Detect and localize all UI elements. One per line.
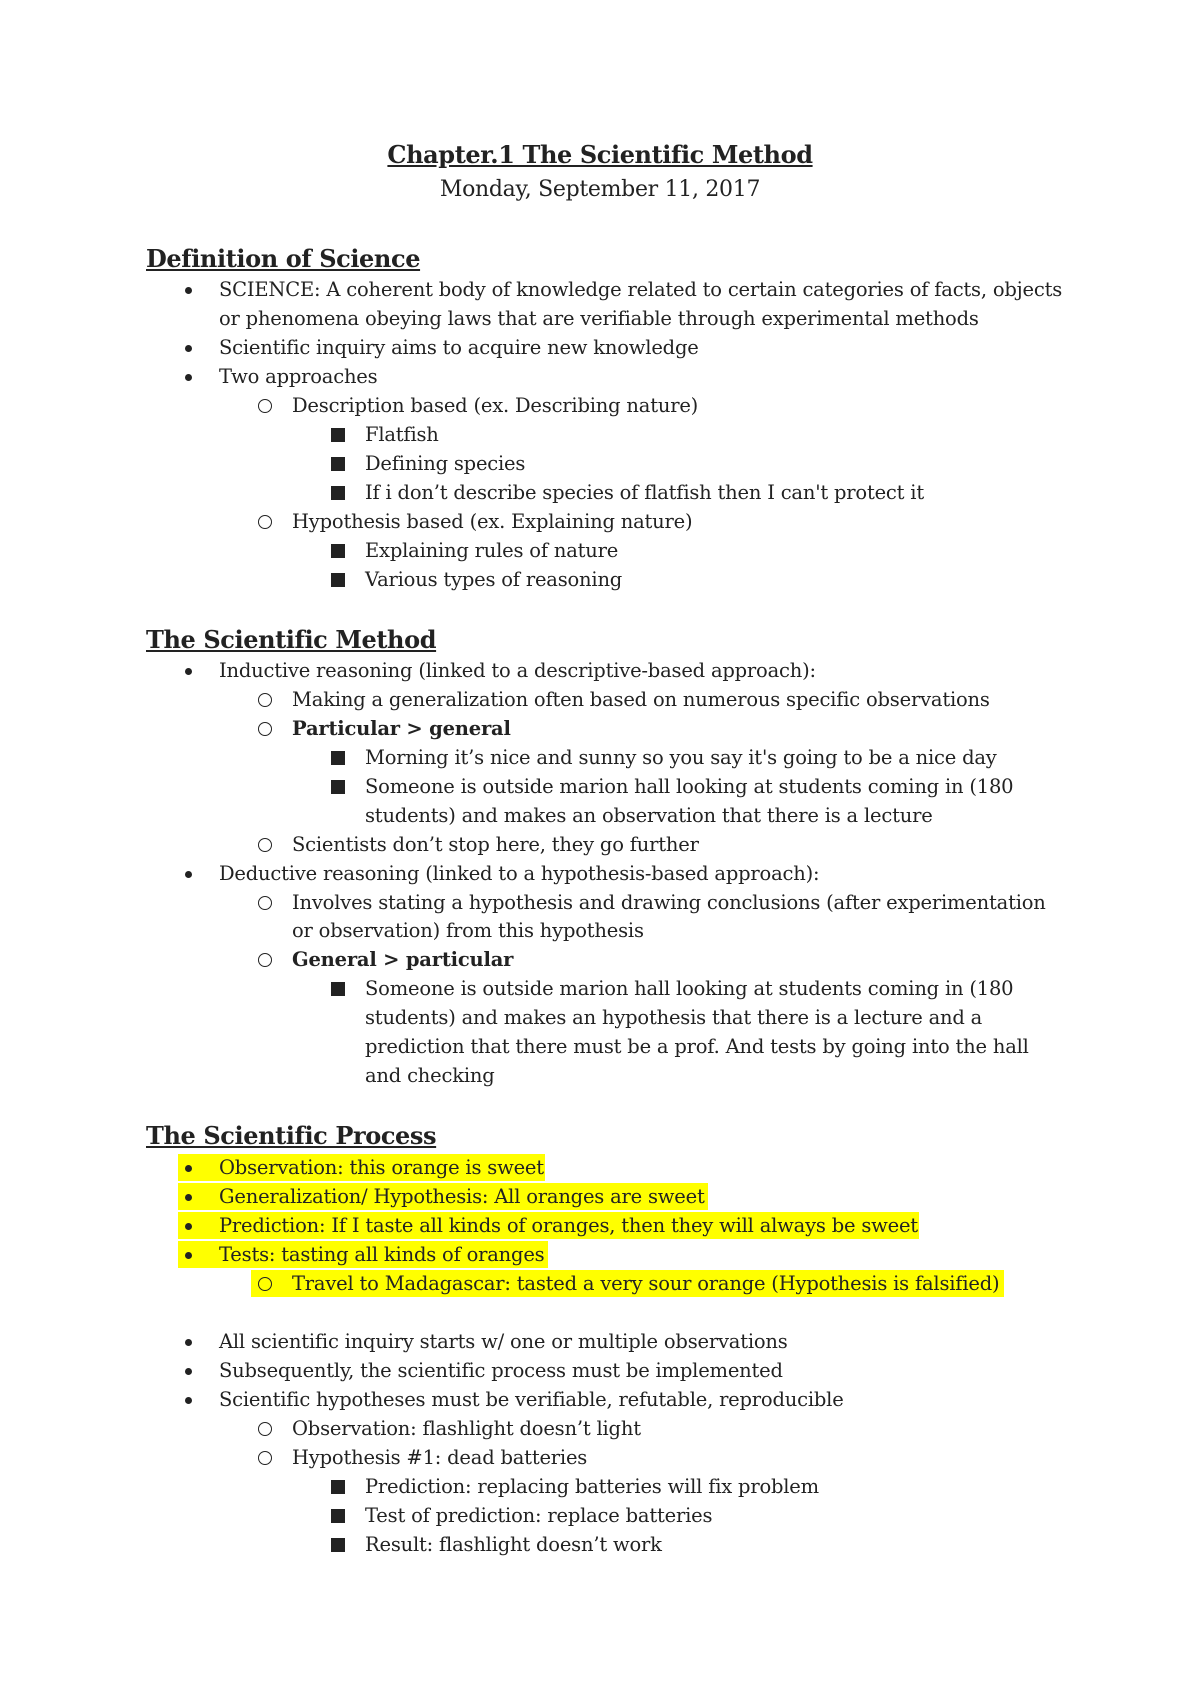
list-item: Involves stating a hypothesis and drawing conclusions (after experimentation (292, 891, 1046, 914)
list-item: Someone is outside marion hall looking at students coming in (180 (365, 775, 1014, 798)
list-item: Hypothesis #1: dead batteries (292, 1446, 588, 1469)
list-item: Scientific hypotheses must be verifiable, refutable, reproducible (219, 1388, 844, 1411)
list-item: All scientific inquiry starts w/ one or multiple observations (219, 1330, 788, 1353)
section-heading-definition: Definition of Science (146, 244, 421, 273)
list-item-highlighted: Prediction: If I taste all kinds of oranges, then they will always be sweet (219, 1214, 918, 1237)
list-item: General > particular (292, 948, 514, 971)
list-item-highlighted: Observation: this orange is sweet (219, 1156, 544, 1179)
list-item: Prediction: replacing batteries will fix problem (365, 1475, 819, 1498)
section-heading-scientific-process: The Scientific Process (146, 1121, 437, 1150)
list-item: Explaining rules of nature (365, 539, 619, 562)
list-item-continuation: students) and makes an hypothesis that there is a lecture and a (365, 1006, 983, 1029)
list-item-continuation: students) and makes an observation that there is a lecture (365, 804, 933, 827)
list-item: Result: flashlight doesn’t work (365, 1533, 662, 1556)
list-item: Someone is outside marion hall looking at students coming in (180 (365, 977, 1014, 1000)
list-item-continuation: or phenomena obeying laws that are verifiable through experimental methods (219, 307, 979, 330)
list-item: Particular > general (292, 717, 511, 740)
list-item: Inductive reasoning (linked to a descriptive-based approach): (219, 659, 816, 682)
list-item-continuation: prediction that there must be a prof. And tests by going into the hall (365, 1035, 1029, 1058)
list-item-highlighted: Tests: tasting all kinds of oranges (219, 1243, 545, 1266)
list-item: Scientists don’t stop here, they go further (292, 833, 699, 856)
list-item: Subsequently, the scientific process must be implemented (219, 1359, 783, 1382)
list-item: Test of prediction: replace batteries (365, 1504, 713, 1527)
list-item: If i don’t describe species of flatfish then I can't protect it (365, 481, 924, 504)
section-heading-scientific-method: The Scientific Method (146, 625, 437, 654)
list-item: Morning it’s nice and sunny so you say it's going to be a nice day (365, 746, 997, 769)
list-item: Flatfish (365, 423, 439, 446)
list-item: Deductive reasoning (linked to a hypothesis-based approach): (219, 862, 820, 885)
list-item: Making a generalization often based on numerous specific observations (292, 688, 990, 711)
list-item: Two approaches (219, 365, 378, 388)
list-item: Description based (ex. Describing nature) (292, 394, 699, 417)
list-item: SCIENCE: A coherent body of knowledge related to certain categories of facts, objects (219, 278, 1063, 301)
document-title: Chapter.1 The Scientific Method (387, 140, 813, 169)
list-item-continuation: and checking (365, 1064, 495, 1087)
list-item-highlighted: Travel to Madagascar: tasted a very sour orange (Hypothesis is falsified) (292, 1272, 1000, 1295)
list-item: Defining species (365, 452, 526, 475)
list-item: Various types of reasoning (365, 568, 623, 591)
list-item: Hypothesis based (ex. Explaining nature) (292, 510, 693, 533)
list-item-highlighted: Generalization/ Hypothesis: All oranges are sweet (219, 1185, 705, 1208)
list-item-continuation: or observation) from this hypothesis (292, 919, 644, 942)
document-date: Monday, September 11, 2017 (439, 177, 761, 202)
list-item: Observation: flashlight doesn’t light (292, 1417, 641, 1440)
list-item: Scientific inquiry aims to acquire new knowledge (219, 336, 699, 359)
